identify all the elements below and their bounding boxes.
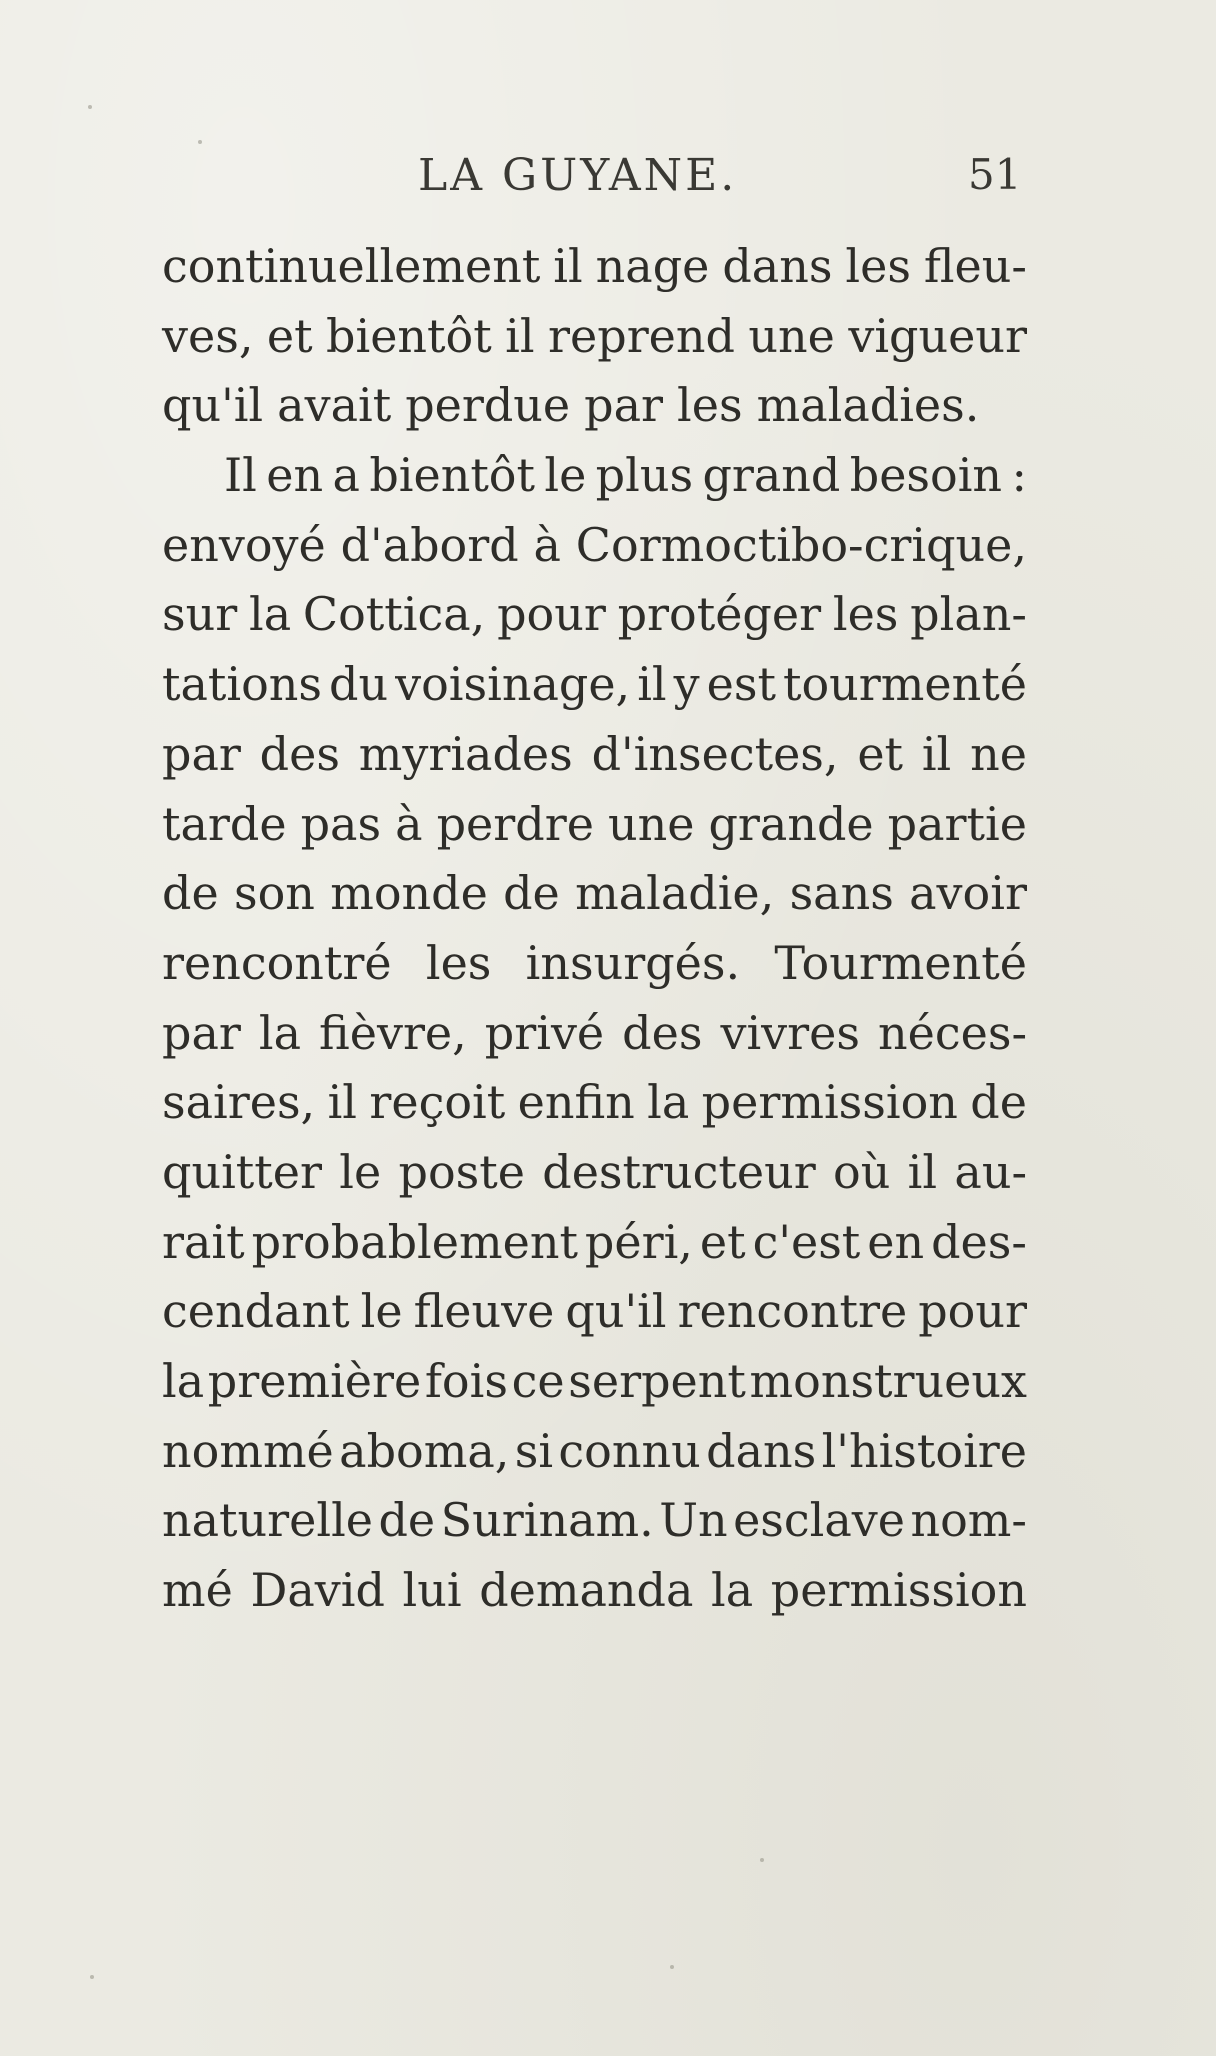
word: sur (162, 587, 238, 642)
text-line (162, 1208, 1027, 1278)
word: le (544, 448, 587, 503)
word: de (378, 1493, 436, 1548)
word: c'est (752, 1214, 861, 1269)
word: Cottica, (302, 587, 486, 642)
word: plan- (910, 587, 1027, 642)
word: où (833, 1144, 891, 1199)
word: plus (595, 448, 694, 503)
word: dans (706, 1423, 817, 1478)
word: avoir (909, 866, 1027, 921)
text-line (162, 511, 1027, 581)
word: une (748, 308, 835, 363)
word: mé (162, 1563, 233, 1618)
word: pas (300, 796, 382, 851)
word: fièvre, (319, 1005, 467, 1060)
word: Un (659, 1493, 728, 1548)
word: ves, (162, 308, 254, 363)
word: Surinam. (440, 1493, 654, 1548)
word: destructeur (542, 1144, 816, 1199)
word: des (622, 1005, 703, 1060)
word: est (706, 657, 776, 712)
word: il (637, 657, 667, 712)
text-line (162, 232, 1027, 302)
word: demanda (479, 1563, 694, 1618)
text-line (162, 302, 1027, 372)
word: connu (558, 1423, 701, 1478)
word: probablement (251, 1214, 578, 1269)
word: par (162, 726, 241, 781)
word: serpent (568, 1354, 746, 1408)
word: de (970, 1075, 1027, 1130)
paper-speck (670, 1965, 674, 1969)
text-line (162, 441, 1027, 511)
word: il (921, 726, 952, 781)
word: il (907, 1144, 938, 1199)
word: et (857, 726, 904, 781)
word: privé (484, 1005, 605, 1060)
word: au- (954, 1144, 1027, 1199)
word: la (249, 587, 292, 642)
word: poste (398, 1144, 525, 1199)
word: fleu- (923, 239, 1027, 293)
word: les (832, 587, 899, 642)
word: pour (918, 1284, 1027, 1339)
word: David (250, 1563, 385, 1618)
word: à (533, 517, 561, 572)
word: envoyé (162, 517, 326, 572)
word: tourmenté (782, 657, 1027, 712)
word: il (327, 1075, 357, 1130)
word: permission (701, 1075, 958, 1130)
word: reçoit (369, 1075, 506, 1130)
page-number: 51 (968, 150, 1022, 199)
word: nommé (162, 1423, 334, 1478)
word: y (673, 657, 700, 712)
text-line (162, 929, 1027, 999)
word: rait (162, 1214, 245, 1269)
word: fois (424, 1354, 508, 1408)
word: aboma, (339, 1423, 510, 1478)
word: le (360, 1284, 403, 1339)
word: monde (330, 866, 488, 921)
paper-speck (760, 1858, 764, 1862)
text-line (162, 1138, 1027, 1208)
word: Il (224, 448, 257, 503)
word: il (553, 239, 583, 293)
word: la (162, 1354, 205, 1408)
running-head (0, 150, 1216, 210)
word: protéger (617, 587, 822, 642)
text-line (162, 371, 1027, 441)
word: des (259, 726, 340, 781)
word: tarde (162, 796, 287, 851)
paper-speck (198, 140, 202, 144)
word: reprend (548, 308, 735, 363)
running-title: LA GUYANE. (418, 150, 738, 201)
text-line (162, 720, 1027, 790)
word: naturelle (162, 1493, 374, 1548)
word: myriades (358, 726, 573, 781)
word: son (233, 866, 315, 921)
paper-speck (90, 1975, 94, 1979)
text-line (162, 1417, 1027, 1487)
text-line (162, 1068, 1027, 1138)
word: la (258, 1005, 302, 1060)
word: saires, (162, 1075, 316, 1130)
word: les (845, 239, 911, 293)
word: perdre (436, 796, 594, 851)
word: partie (887, 796, 1027, 851)
word: les (677, 378, 743, 433)
word: cendant (162, 1284, 350, 1339)
word: maladie, (575, 866, 775, 921)
word: première (207, 1354, 422, 1408)
word: bientôt (326, 308, 492, 363)
word: du (329, 657, 389, 712)
word: vigueur (848, 308, 1027, 363)
word: voisinage, (395, 657, 631, 712)
word: tations (162, 657, 323, 712)
word: grande (708, 796, 874, 851)
body-text (162, 232, 1027, 1626)
word: le (339, 1144, 382, 1199)
word: et (266, 308, 313, 363)
word: d'abord (340, 517, 519, 572)
word: qu'il (162, 378, 264, 433)
word: péri, (584, 1214, 693, 1269)
word: grand (702, 448, 841, 503)
word: vivres (720, 1005, 860, 1060)
word: avait (277, 378, 392, 433)
word: la (647, 1075, 690, 1130)
word: par (162, 1005, 241, 1060)
word: pour (497, 587, 606, 642)
word: maladies. (756, 378, 980, 433)
word: néces- (878, 1005, 1027, 1060)
word: les (425, 935, 492, 990)
paper-speck (88, 105, 92, 109)
word: nage (595, 239, 710, 293)
word: rencontre (677, 1284, 908, 1339)
word: à (395, 796, 423, 851)
word: si (514, 1423, 554, 1478)
word: permission (770, 1563, 1027, 1618)
word: esclave (733, 1493, 906, 1548)
word: nom- (910, 1493, 1027, 1548)
word: rencontré (162, 935, 392, 990)
word: ne (970, 726, 1027, 781)
text-line (162, 1347, 1027, 1417)
word: enfin (517, 1075, 635, 1130)
word: une (607, 796, 695, 851)
word: de (162, 866, 219, 921)
word: d'insectes, (591, 726, 839, 781)
word: bientôt (369, 448, 535, 503)
word: perdue (405, 378, 571, 433)
word: de (503, 866, 560, 921)
word: ce (511, 1354, 565, 1408)
word: lui (402, 1563, 462, 1618)
word: l'histoire (821, 1423, 1027, 1478)
word: il (505, 308, 535, 363)
word: dans (722, 239, 833, 293)
word: en (266, 448, 324, 503)
word: des- (931, 1214, 1027, 1269)
word: : (1011, 448, 1027, 503)
text-line (162, 1486, 1027, 1556)
word: Cormoctibo-crique, (575, 517, 1027, 572)
word: Tourmenté (774, 935, 1027, 990)
word: quitter (162, 1144, 322, 1199)
text-line (162, 580, 1027, 650)
text-line (162, 859, 1027, 929)
word: et (699, 1214, 746, 1269)
word: la (711, 1563, 754, 1618)
text-line (162, 650, 1027, 720)
text-line (162, 790, 1027, 860)
word: continuellement (162, 239, 541, 293)
word: a (332, 448, 360, 503)
word: besoin (849, 448, 1003, 503)
text-line (162, 999, 1027, 1069)
word: fleuve (413, 1284, 555, 1339)
word: insurgés. (525, 935, 741, 990)
word: en (867, 1214, 925, 1269)
text-line (162, 1556, 1027, 1626)
word: sans (789, 866, 894, 921)
word: par (584, 378, 664, 433)
text-line (162, 1277, 1027, 1347)
word: qu'il (565, 1284, 667, 1339)
word: monstrueux (749, 1354, 1027, 1408)
